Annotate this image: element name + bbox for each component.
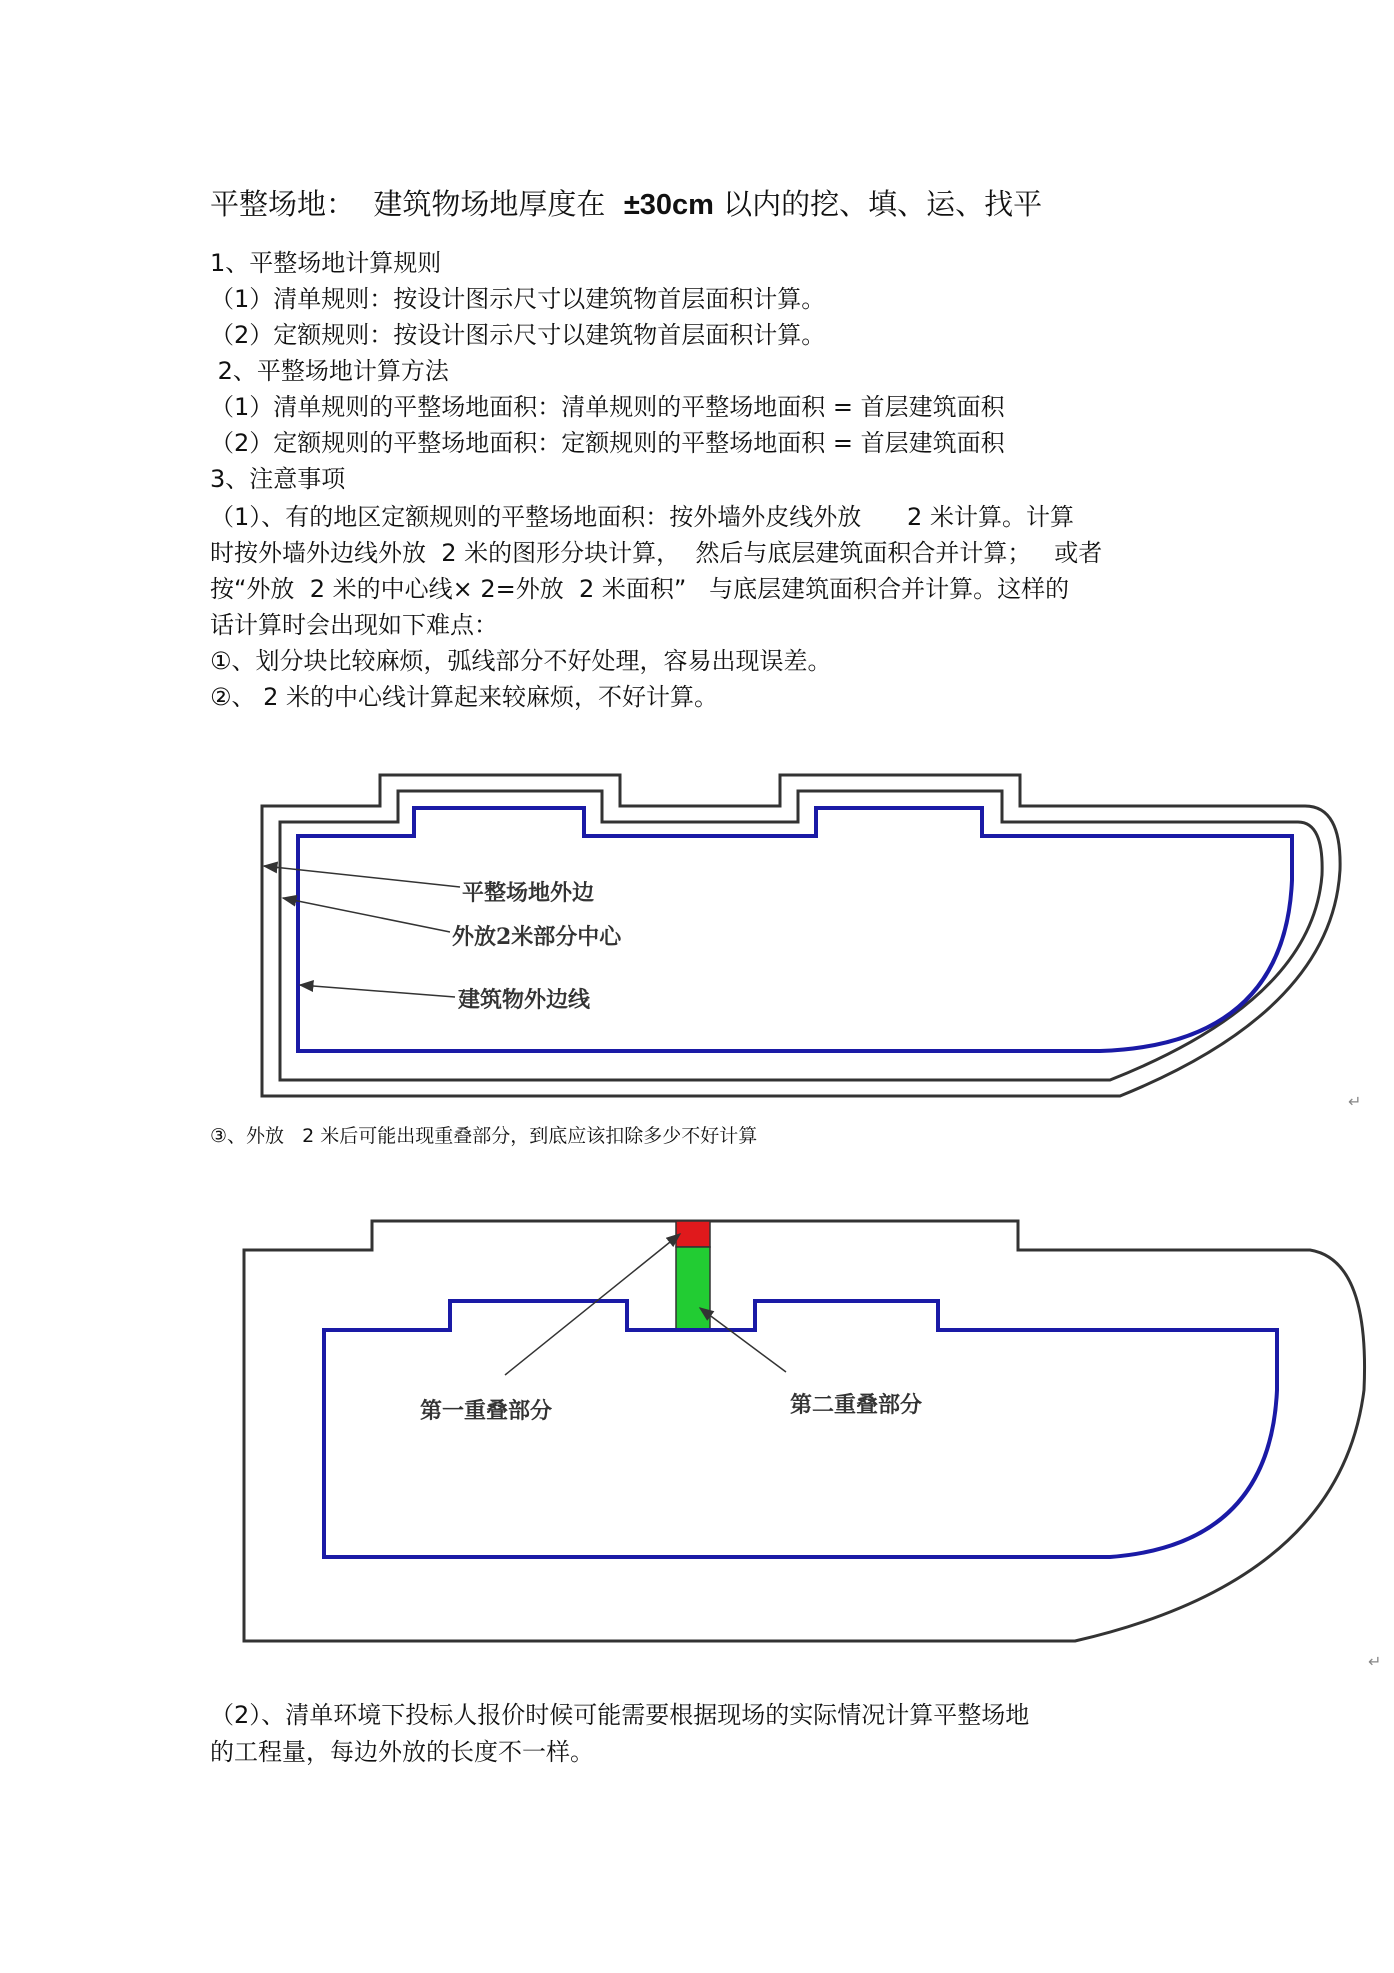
section3-para2-line1: （2）、清单环境下投标人报价时候可能需要根据现场的实际情况计算平整场地 — [210, 1701, 1030, 1729]
difficulty-3: ③、外放 2 米后可能出现重叠部分，到底应该扣除多少不好计算 — [210, 1125, 758, 1147]
title-suffix: 以内的挖、填、运、找平 — [713, 187, 1043, 221]
diagram-1 — [262, 775, 1340, 1096]
section1-item2: （2）定额规则：按设计图示尺寸以建筑物首层面积计算。 — [210, 321, 826, 349]
building-outline-2 — [324, 1301, 1277, 1557]
title-thickness: ±30cm — [623, 189, 714, 221]
section2-item1: （1）清单规则的平整场地面积：清单规则的平整场地面积 = 首层建筑面积 — [210, 393, 1005, 421]
section1-item1: （1）清单规则：按设计图示尺寸以建筑物首层面积计算。 — [210, 285, 826, 313]
return-mark: ↵ — [1368, 1652, 1382, 1671]
difficulty-1: ①、划分块比较麻烦，弧线部分不好处理，容易出现误差。 — [210, 647, 832, 675]
label-first-overlap: 第一重叠部分 — [420, 1398, 553, 1424]
section3-para1-line2: 时按外墙外边线外放 2 米的图形分块计算， 然后与底层建筑面积合并计算； 或者 — [210, 539, 1103, 567]
building-outline — [298, 808, 1292, 1051]
section2-item2: （2）定额规则的平整场地面积：定额规则的平整场地面积 = 首层建筑面积 — [210, 429, 1005, 457]
section2-heading: 2、平整场地计算方法 — [210, 357, 449, 385]
section3-para1-line3: 按“外放 2 米的中心线× 2=外放 2 米面积” 与底层建筑面积合并计算。这样的 — [210, 575, 1070, 603]
diagram-2 — [244, 1221, 1365, 1641]
second-overlap-area — [676, 1247, 710, 1329]
section1-heading: 1、平整场地计算规则 — [210, 249, 442, 277]
section3-para2-line2: 的工程量，每边外放的长度不一样。 — [210, 1738, 594, 1766]
label-second-overlap: 第二重叠部分 — [790, 1392, 923, 1418]
section3-para1-line4: 话计算时会出现如下难点： — [210, 611, 498, 639]
label-building-outline: 建筑物外边线 — [458, 987, 591, 1013]
label-site-outer-edge: 平整场地外边 — [462, 880, 595, 906]
first-overlap-area — [676, 1221, 710, 1247]
section3-para1-line1: （1）、有的地区定额规则的平整场地面积：按外墙外皮线外放 2 米计算。计算 — [210, 503, 1074, 531]
title-prefix: 平整场地： 建筑物场地厚度在 — [210, 187, 624, 221]
site-outer-boundary-2 — [244, 1221, 1365, 1641]
return-mark: ↵ — [1348, 1092, 1362, 1111]
section3-heading: 3、注意事项 — [210, 465, 346, 493]
label-offset-centerline: 外放2米部分中心 — [452, 924, 622, 950]
difficulty-2: ②、 2 米的中心线计算起来较麻烦，不好计算。 — [210, 683, 719, 711]
